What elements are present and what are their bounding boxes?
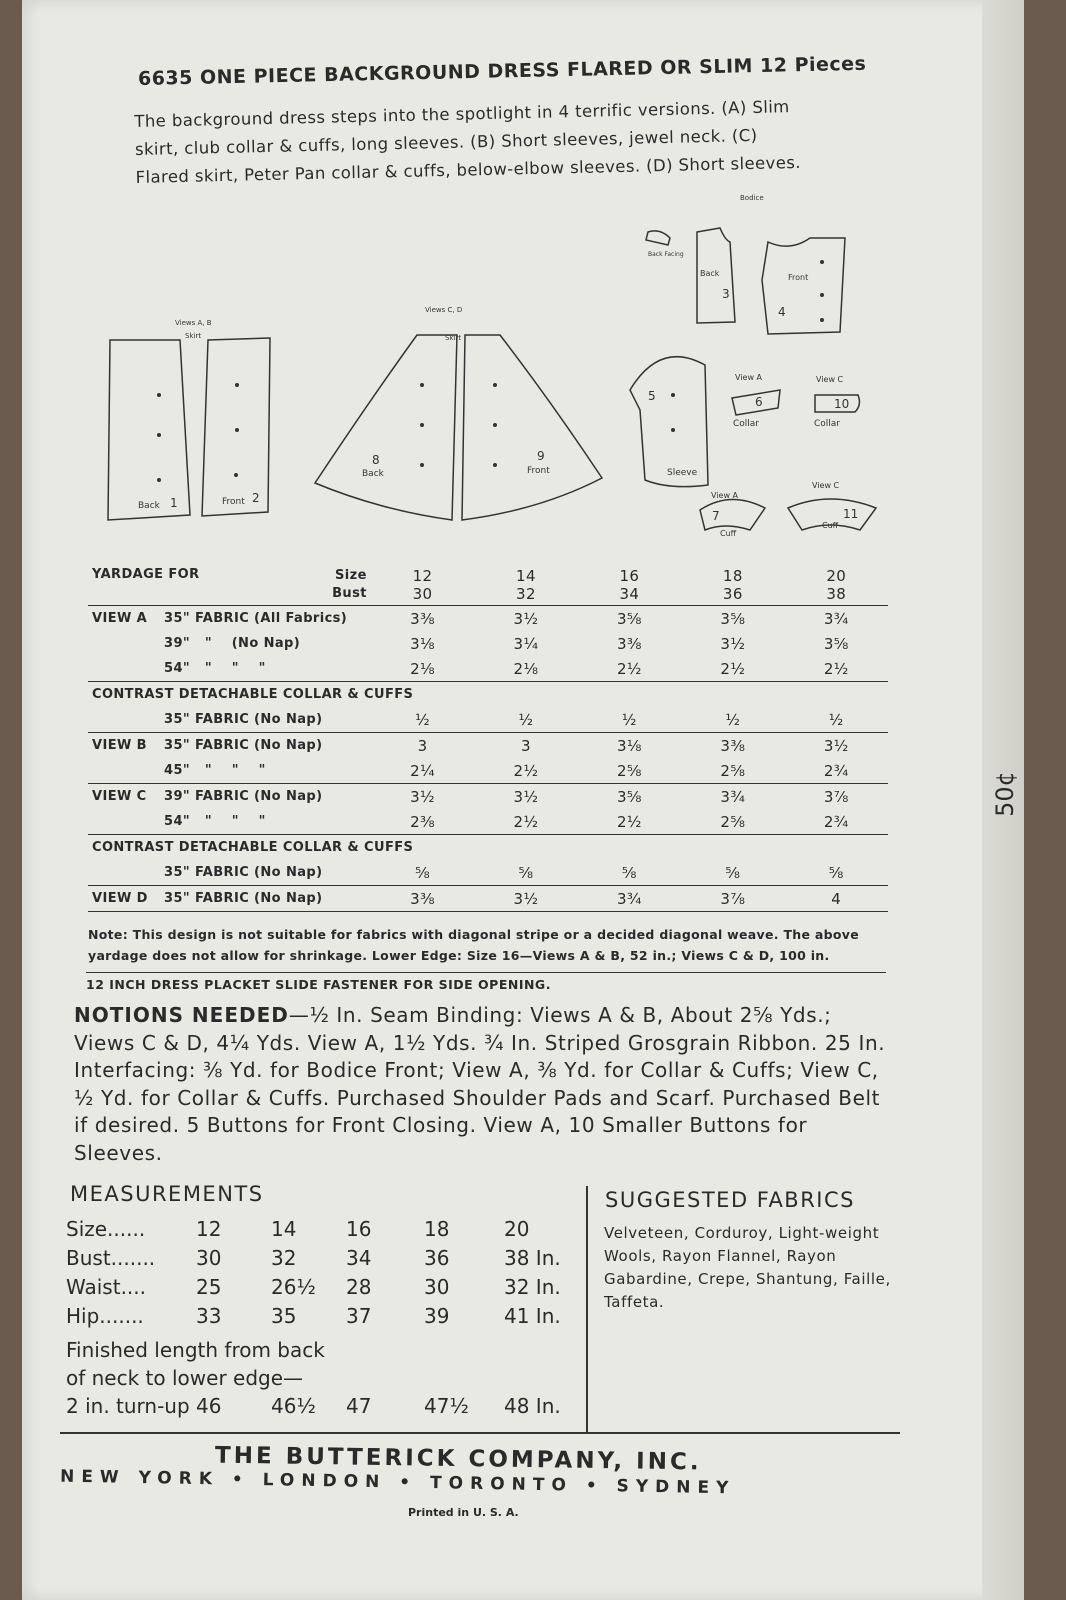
- skirt-front-piece: [202, 338, 270, 516]
- yardage-value: 2⅛: [371, 656, 474, 682]
- yardage-value: ½: [785, 707, 888, 733]
- yardage-value: 2½: [785, 656, 888, 682]
- yardage-row: [88, 733, 888, 759]
- yardage-value: 3½: [410, 787, 435, 806]
- bodice-front-piece: [762, 238, 845, 334]
- yardage-row: [88, 835, 888, 861]
- yardage-row: [88, 631, 888, 656]
- piece-label: Front: [527, 466, 550, 476]
- view-c-label: View C: [812, 481, 840, 490]
- measurements-heading: MEASUREMENTS: [70, 1182, 264, 1206]
- yardage-value: 3⅝: [720, 609, 746, 628]
- description-line: Flared skirt, Peter Pan collar & cuffs, below-elbow sleeves. (D) Short sleeves.: [135, 152, 802, 187]
- yardage-row: [88, 682, 888, 708]
- yardage-value: 2½: [474, 809, 577, 835]
- piece-number: 8: [372, 453, 380, 467]
- yardage-row: [88, 758, 888, 784]
- pattern-pieces-diagram: [100, 190, 880, 550]
- notions-section: [74, 1002, 894, 1167]
- suggested-fabrics-heading: SUGGESTED FABRICS: [605, 1188, 855, 1212]
- yardage-value: 3⅜: [616, 634, 642, 653]
- measurement-row: Waist.... 25 26½ 28 30 32 In.: [66, 1274, 561, 1299]
- yardage-row-label: 39" " (No Nap): [164, 636, 301, 651]
- view-a-label: View A: [711, 491, 738, 500]
- yardage-value: ½: [681, 707, 784, 733]
- yardage-value: 3: [417, 736, 428, 755]
- yardage-value: 3½: [720, 634, 746, 653]
- measurements-table: [66, 1214, 561, 1330]
- yardage-value: 3⅝: [823, 634, 849, 653]
- notions-text: —½ In. Seam Binding: Views A & B, About 2⅝ Yds.; Views C & D, 4¼ Yds. View A, 1½ Yds. ¾ In. Striped Grosgrain Ribbon. 25 In. Interfacing: ⅜ Yd. for Bodice Front; View A, ⅜ Yd. for Collar & Cuffs; View C, ½ Yd. for Collar & Cuffs. Purchased Shoulder Pads and Scarf. Purchased Belt if desired. 5 Buttons for Front Closing. View A, 10 Smaller Buttons for Sleeves.: [74, 1003, 886, 1165]
- piece-label: Front: [788, 273, 809, 282]
- bust-label: Bust: [332, 586, 367, 601]
- piece-number: 4: [778, 305, 786, 319]
- cuff-a-piece: [700, 499, 765, 530]
- piece-label: Back: [362, 469, 384, 479]
- piece-number: 7: [712, 509, 720, 523]
- yardage-table: [88, 565, 888, 912]
- yardage-value: 3½: [513, 787, 539, 806]
- yardage-value: 2⅜: [371, 809, 474, 835]
- piece-label: Cuff: [720, 529, 737, 538]
- flared-skirt-back-piece: [315, 335, 457, 520]
- back-facing-label: Back Facing: [648, 251, 684, 258]
- yardage-value: 3⅛: [616, 736, 642, 755]
- size-col: 16 34: [578, 565, 681, 606]
- yardage-value: 3¾: [823, 609, 849, 628]
- yardage-value: ⅝: [578, 860, 681, 886]
- yardage-row: [88, 886, 888, 912]
- yardage-value: 3¼: [513, 634, 539, 653]
- measurement-row: Hip....... 33 35 37 39 41 In.: [66, 1303, 561, 1328]
- yardage-row: [88, 606, 888, 632]
- yardage-row-label: VIEW B 35" FABRIC (No Nap): [92, 738, 323, 753]
- yardage-value: ½: [578, 707, 681, 733]
- yardage-row: [88, 656, 888, 682]
- yardage-value: ½: [474, 707, 577, 733]
- yardage-value: 2½: [578, 809, 681, 835]
- pattern-description: [134, 91, 896, 192]
- finished-length: Finished length from back of neck to lower edge— 2 in. turn-up 46 46½ 47 47½ 48 In.: [66, 1338, 561, 1418]
- piece-number: 11: [843, 507, 859, 521]
- piece-number: 6: [755, 395, 763, 409]
- yardage-row: [88, 707, 888, 733]
- yardage-value: ½: [371, 707, 474, 733]
- piece-label: Collar: [814, 419, 841, 429]
- view-c-label: View C: [816, 375, 844, 384]
- skirt-label: Skirt: [185, 332, 202, 340]
- size-col: 12 30: [371, 565, 474, 606]
- description-line: skirt, club collar & cuffs, long sleeves. (B) Short sleeves, jewel neck. (C): [134, 125, 758, 159]
- yardage-value: ⅝: [371, 860, 474, 886]
- yardage-heading: YARDAGE FOR Size Bust: [88, 565, 371, 606]
- size-col: 18 36: [681, 565, 784, 606]
- yardage-row-label: 54" " " ": [88, 656, 371, 682]
- piece-label: Back: [700, 269, 720, 278]
- yardage-row-label: 54" " " ": [88, 809, 371, 835]
- yardage-value: 3: [521, 736, 531, 755]
- yardage-value: ⅝: [681, 860, 784, 886]
- yardage-section-heading: CONTRAST DETACHABLE COLLAR & CUFFS: [92, 840, 414, 855]
- yardage-value: 3¾: [578, 886, 681, 912]
- yardage-value: 2⅝: [681, 758, 784, 784]
- yardage-value: 2⅝: [681, 809, 784, 835]
- size-label: Size: [335, 568, 367, 583]
- piece-number: 2: [252, 491, 260, 505]
- piece-label: Cuff: [822, 521, 839, 530]
- yardage-value: 4: [785, 886, 888, 912]
- yardage-value: 3⅞: [823, 787, 849, 806]
- yardage-value: 3⅜: [720, 736, 746, 755]
- yardage-row-label: 35" FABRIC (No Nap): [88, 707, 371, 733]
- piece-number: 5: [648, 389, 656, 403]
- yardage-header-row: [88, 565, 888, 606]
- yardage-value: 3⅝: [616, 787, 642, 806]
- yardage-value: 3½: [474, 886, 577, 912]
- flared-skirt-front-piece: [462, 335, 602, 520]
- yardage-row-label: VIEW C 39" FABRIC (No Nap): [92, 789, 323, 804]
- piece-number: 10: [834, 397, 850, 411]
- piece-label: Front: [222, 497, 245, 507]
- skirt-back-piece: [108, 340, 190, 520]
- yardage-note: Note: This design is not suitable for fabrics with diagonal stripe or a decided diagonal weave. The above yardage does not allow for shrinkage. Lower Edge: Size 16—Views A & B, 52 in.; Views C & D, 100 in.: [88, 927, 860, 963]
- yardage-row: [88, 860, 888, 886]
- yardage-row: [88, 784, 888, 810]
- placket-line: 12 INCH DRESS PLACKET SLIDE FASTENER FOR SIDE OPENING.: [86, 972, 886, 992]
- company-name: THE BUTTERICK COMPANY, INC.: [214, 1442, 702, 1476]
- yardage-value: 3½: [823, 736, 849, 755]
- yardage-value: 2½: [681, 656, 784, 682]
- size-col: 20 38: [785, 565, 888, 606]
- notions-heading: NOTIONS NEEDED: [74, 1003, 289, 1027]
- company-cities: NEW YORK • LONDON • TORONTO • SYDNEY: [59, 1466, 736, 1499]
- piece-label: Back: [138, 501, 160, 511]
- views-cd-label: Views C, D: [425, 306, 463, 314]
- yardage-value: 2½: [474, 758, 577, 784]
- yardage-row-label: 45" " " ": [88, 758, 371, 784]
- measurement-row: Size...... 12 14 16 18 20: [66, 1216, 530, 1241]
- yardage-value: 3⅝: [616, 609, 642, 628]
- printed-in: Printed in U. S. A.: [408, 1506, 519, 1519]
- yardage-value: 3⅞: [681, 886, 784, 912]
- size-col: 14 32: [474, 565, 577, 606]
- yardage-value: 2⅝: [578, 758, 681, 784]
- yardage-row-label: 35" FABRIC (No Nap): [88, 860, 371, 886]
- yardage-value: ⅝: [474, 860, 577, 886]
- piece-number: 9: [537, 449, 545, 463]
- description-line: The background dress steps into the spotlight in 4 terrific versions. (A) Slim: [134, 97, 790, 132]
- back-facing-piece: [646, 231, 670, 245]
- measurement-row: Bust....... 30 32 34 36 38 In.: [66, 1245, 561, 1270]
- divider: [586, 1186, 588, 1432]
- yardage-section-heading: CONTRAST DETACHABLE COLLAR & CUFFS: [92, 687, 414, 702]
- yardage-value: 2¾: [785, 758, 888, 784]
- yardage-row-label: VIEW D 35" FABRIC (No Nap): [88, 886, 371, 912]
- yardage-value: ⅝: [785, 860, 888, 886]
- piece-number: 1: [170, 496, 178, 510]
- piece-label: Sleeve: [667, 468, 698, 478]
- skirt-label: Skirt: [445, 334, 462, 342]
- yardage-value: 3½: [513, 609, 539, 628]
- yardage-value: 2¼: [371, 758, 474, 784]
- yardage-value: 3⅜: [410, 609, 435, 628]
- yardage-value: 3⅜: [371, 886, 474, 912]
- price-tag: 50¢: [990, 771, 1019, 817]
- divider: [60, 1432, 900, 1434]
- yardage-value: 3¾: [720, 787, 746, 806]
- view-a-label: View A: [735, 373, 762, 382]
- piece-label: Collar: [733, 419, 760, 429]
- bodice-label: Bodice: [740, 194, 764, 202]
- yardage-row-label: VIEW A 35" FABRIC (All Fabrics): [92, 611, 348, 626]
- piece-number: 3: [722, 287, 730, 301]
- yardage-value: 2½: [578, 656, 681, 682]
- suggested-fabrics-text: Velveteen, Corduroy, Light-weight Wools, Rayon Flannel, Rayon Gabardine, Crepe, Shantung, Faille, Taffeta.: [604, 1224, 891, 1311]
- pattern-title: 6635 ONE PIECE BACKGROUND DRESS FLARED OR SLIM 12 Pieces: [137, 52, 867, 90]
- yardage-value: 3⅛: [410, 634, 435, 653]
- views-ab-label: Views A, B: [175, 319, 212, 327]
- yardage-value: 2¾: [785, 809, 888, 835]
- yardage-value: 2⅛: [474, 656, 577, 682]
- yardage-row: [88, 809, 888, 835]
